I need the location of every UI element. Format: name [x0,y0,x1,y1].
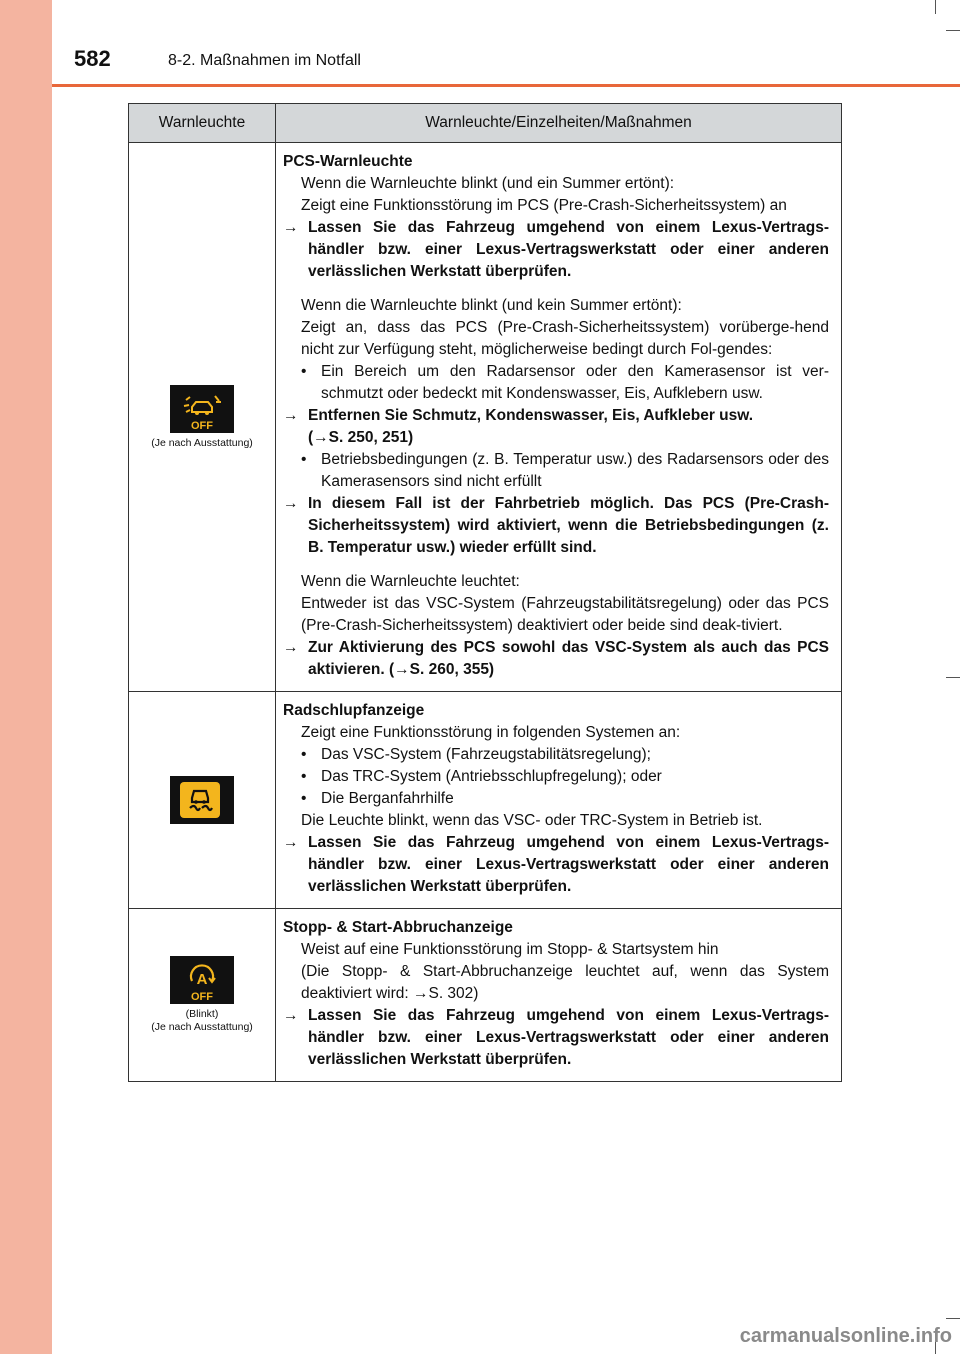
arrow-icon: → [283,834,299,851]
arrow-icon: → [283,219,299,236]
col-header-details: Warnleuchte/Einzelheiten/Maßnahmen [276,104,842,143]
description-text: Entweder ist das VSC-System (Fahrzeugstabilitätsregelung) oder das PCS (Pre-Crash-Sicherheitssystem) deaktiviert oder beide sind deak-tiviert. [301,595,829,634]
icon-cell [129,692,276,909]
table-row [129,909,842,1082]
svg-text:A: A [196,971,208,988]
bullet-item: • Die Berganfahrhilfe [283,788,829,810]
action-text: → Lassen Sie das Fahrzeug umgehend von einem Lexus-Vertrags-händler bzw. einer Lexus-Vertragswerkstatt oder einer anderen verlässlichen Werkstatt überprüfen. [283,1007,829,1068]
description-text: (Die Stopp- & Start-Abbruchanzeige leuchtet auf, wenn das System deaktiviert wird: →S. 302) [301,963,829,1002]
entry-title: Stopp- & Start-Abbruchanzeige [283,919,513,936]
condition-text: Wenn die Warnleuchte leuchtet: [301,573,520,590]
page-number: 582 [74,46,111,71]
warning-light-table [128,103,842,1082]
icon-cell [129,909,276,1082]
arrow-icon: → [283,1007,299,1024]
arrow-icon: → [283,639,299,656]
condition-text: Wenn die Warnleuchte blinkt (und ein Summer ertönt): [301,175,675,192]
bullet-icon: • [301,451,307,468]
svg-text:OFF: OFF [191,419,213,432]
bullet-icon: • [301,790,307,807]
description-text: Zeigt eine Funktionsstörung in folgenden Systemen an: [301,724,681,741]
side-margin-bar [0,0,52,1354]
slip-indicator-icon [170,776,234,824]
svg-text:OFF: OFF [191,991,213,1003]
action-text: → In diesem Fall ist der Fahrbetrieb möglich. Das PCS (Pre-Crash-Sicherheitssystem) wird aktiviert, wenn die Betriebsbedingungen (z. B. Temperatur usw.) wieder erfüllt sind. [283,495,829,556]
icon-cell [129,143,276,692]
col-header-warnleuchte: Warnleuchte [129,104,276,143]
details-cell [276,143,842,692]
table-row [129,692,842,909]
action-text: → Entfernen Sie Schmutz, Kondenswasser, Eis, Aufkleber usw. [283,405,829,427]
icon-note: (Je nach Ausstattung) [151,1021,253,1033]
table-row [129,143,842,692]
details-cell [276,692,842,909]
watermark: carmanualsonline.info [739,1325,952,1347]
action-text: → Lassen Sie das Fahrzeug umgehend von einem Lexus-Vertrags-händler bzw. einer Lexus-Vertragswerkstatt oder einer anderen verlässlichen Werkstatt überprüfen. [283,219,829,280]
description-text: Weist auf eine Funktionsstörung im Stopp- & Startsystem hin [301,941,719,958]
page-reference: (→S. 250, 251) [308,429,414,446]
bullet-item: • Das TRC-System (Antriebsschlupfregelung); oder [283,766,829,788]
entry-title: PCS-Warnleuchte [283,153,413,170]
table-header-row [129,104,842,143]
bullet-icon: • [301,768,307,785]
section-title: 8-2. Maßnahmen im Notfall [168,52,361,69]
icon-note: (Blinkt) [185,1008,219,1020]
description-text: Zeigt an, dass das PCS (Pre-Crash-Sicherheitssystem) vorüberge-hend nicht zur Verfügung steht, möglicherweise bedingt durch Fol-gendes: [301,319,829,358]
bullet-icon: • [301,363,307,380]
action-text: → Zur Aktivierung des PCS sowohl das VSC-System als auch das PCS aktivieren. (→S. 260, 355) [283,639,829,678]
bullet-icon: • [301,746,307,763]
crop-mark [946,677,960,678]
action-text: → Lassen Sie das Fahrzeug umgehend von einem Lexus-Vertrags-händler bzw. einer Lexus-Vertragswerkstatt oder einer anderen verlässlichen Werkstatt überprüfen. [283,834,829,895]
pcs-off-warning-icon [170,385,234,433]
description-text: Zeigt eine Funktionsstörung im PCS (Pre-Crash-Sicherheitssystem) an [301,197,787,214]
details-cell [276,909,842,1082]
stop-start-off-icon [170,956,234,1004]
arrow-icon: → [283,495,299,512]
crop-mark [946,1318,960,1319]
entry-title: Radschlupfanzeige [283,702,425,719]
condition-text: Wenn die Warnleuchte blinkt (und kein Summer ertönt): [301,297,682,314]
icon-note: (Je nach Ausstattung) [151,436,253,449]
bullet-item: • Das VSC-System (Fahrzeugstabilitätsregelung); [283,744,829,766]
bullet-item: • Betriebsbedingungen (z. B. Temperatur usw.) des Radarsensors oder des Kamerasensors sind nicht erfüllt [301,451,829,490]
description-text: Die Leuchte blinkt, wenn das VSC- oder TRC-System in Betrieb ist. [301,812,763,829]
page-header [52,0,960,88]
arrow-icon: → [283,407,299,424]
header-divider [52,84,960,87]
bullet-item: • Ein Bereich um den Radarsensor oder den Kamerasensor ist ver-schmutzt oder bedeckt mit Kondenswasser, Eis, Aufklebern usw. [301,363,829,402]
